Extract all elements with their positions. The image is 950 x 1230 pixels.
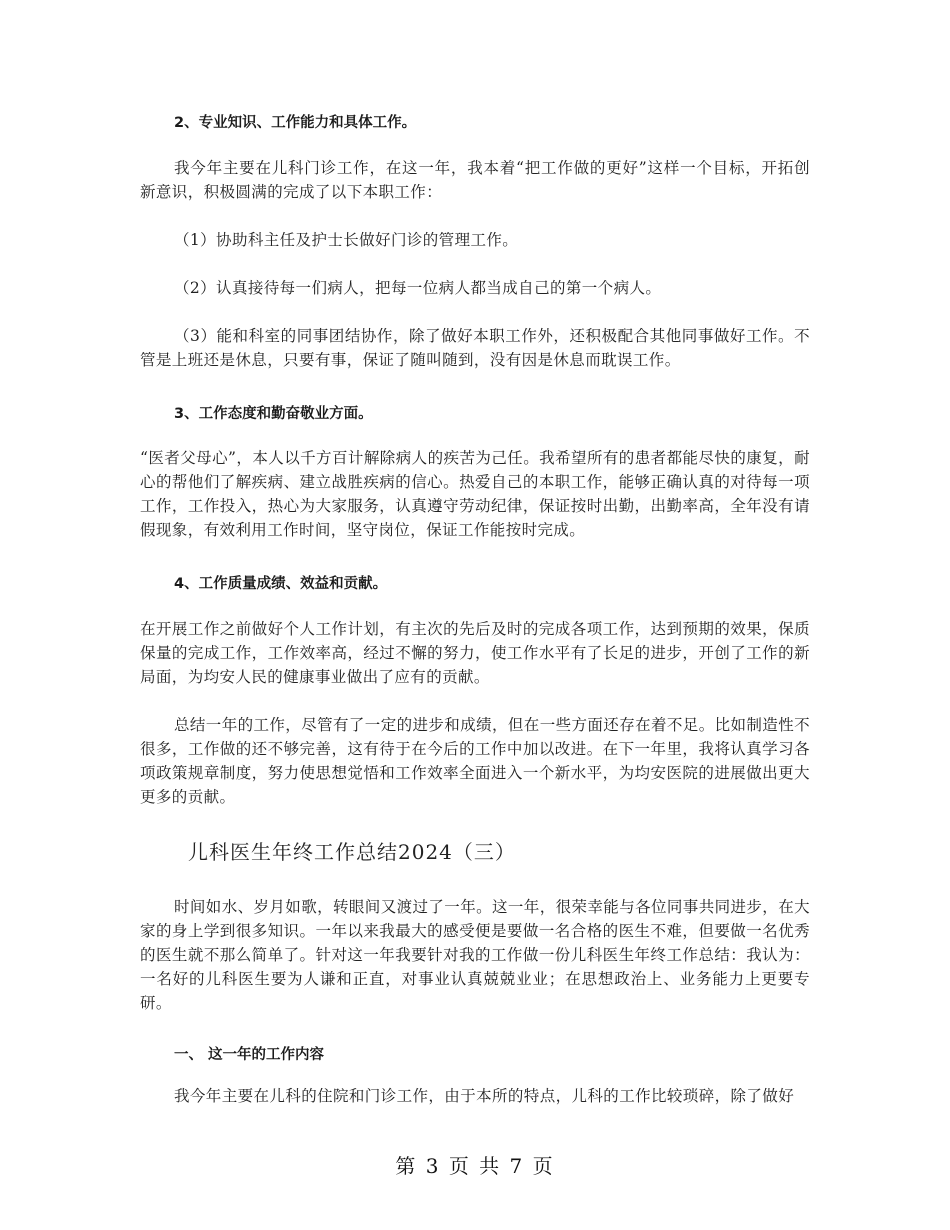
section-heading-2: 2、专业知识、工作能力和具体工作。 [174, 115, 417, 131]
paragraph-intro: 我今年主要在儿科门诊工作，在这一年，我本着“把工作做的更好”这样一个目标，开拓创新意识，积极圆满的完成了以下本职工作： [140, 159, 810, 201]
document-title: 儿科医生年终工作总结2024（三） [188, 840, 516, 864]
paragraph-attitude: “医者父母心”，本人以千方百计解除病人的疾苦为己任。我希望所有的患者都能尽快的康复，耐心的帮他们了解疾病、建立战胜疾病的信心。热爱自己的本职工作，能够正确认真的对待每一项工作，工作投入，热心为大家服务，认真遵守劳动纪律，保证按时出勤，出勤率高，全年没有请假现象，有效利用工作时间，坚守岗位，保证工作能按时完成。 [140, 449, 810, 539]
section-heading-4: 4、工作质量成绩、效益和贡献。 [174, 576, 388, 592]
list-item-2: （2）认真接待每一们病人，把每一位病人都当成自己的第一个病人。 [174, 279, 662, 297]
paragraph-quality: 在开展工作之前做好个人工作计划，有主次的先后及时的完成各项工作，达到预期的效果，保质保量的完成工作，工作效率高，经过不懈的努力，使工作水平有了长足的进步，开创了工作的新局面，为均安人民的健康事业做出了应有的贡献。 [140, 620, 810, 686]
section-heading-3: 3、工作态度和勤奋敬业方面。 [174, 406, 373, 422]
paragraph-opening: 时间如水、岁月如歌，转眼间又渡过了一年。这一年，很荣幸能与各位同事共同进步，在大家的身上学到很多知识。一年以来我最大的感受便是要做一名合格的医生不难，但要做一名优秀的医生就不那么简单了。针对这一年我要针对我的工作做一份儿科医生年终工作总结：我认为：一名好的儿科医生要为人谦和正直，对事业认真兢兢业业；在思想政治上、业务能力上更要专研。 [140, 898, 811, 1012]
list-item-1: （1）协助科主任及护士长做好门诊的管理工作。 [174, 231, 519, 249]
list-item-3: （3）能和科室的同事团结协作，除了做好本职工作外，还积极配合其他同事做好工作。不管是上班还是休息，只要有事，保证了随叫随到，没有因是休息而耽误工作。 [140, 327, 810, 369]
paragraph-work-content: 我今年主要在儿科的住院和门诊工作，由于本所的特点，儿科的工作比较琐碎，除了做好 [174, 1087, 795, 1105]
section-heading-one: 一、 这一年的工作内容 [174, 1047, 325, 1063]
page-number: 第 3 页 共 7 页 [395, 1154, 555, 1178]
paragraph-summary: 总结一年的工作，尽管有了一定的进步和成绩，但在一些方面还存在着不足。比如制造性不很多，工作做的还不够完善，这有待于在今后的工作中加以改进。在下一年里，我将认真学习各项政策规章制度，努力使思想觉悟和工作效率全面进入一个新水平，为均安医院的进展做出更大更多的贡献。 [140, 716, 811, 806]
